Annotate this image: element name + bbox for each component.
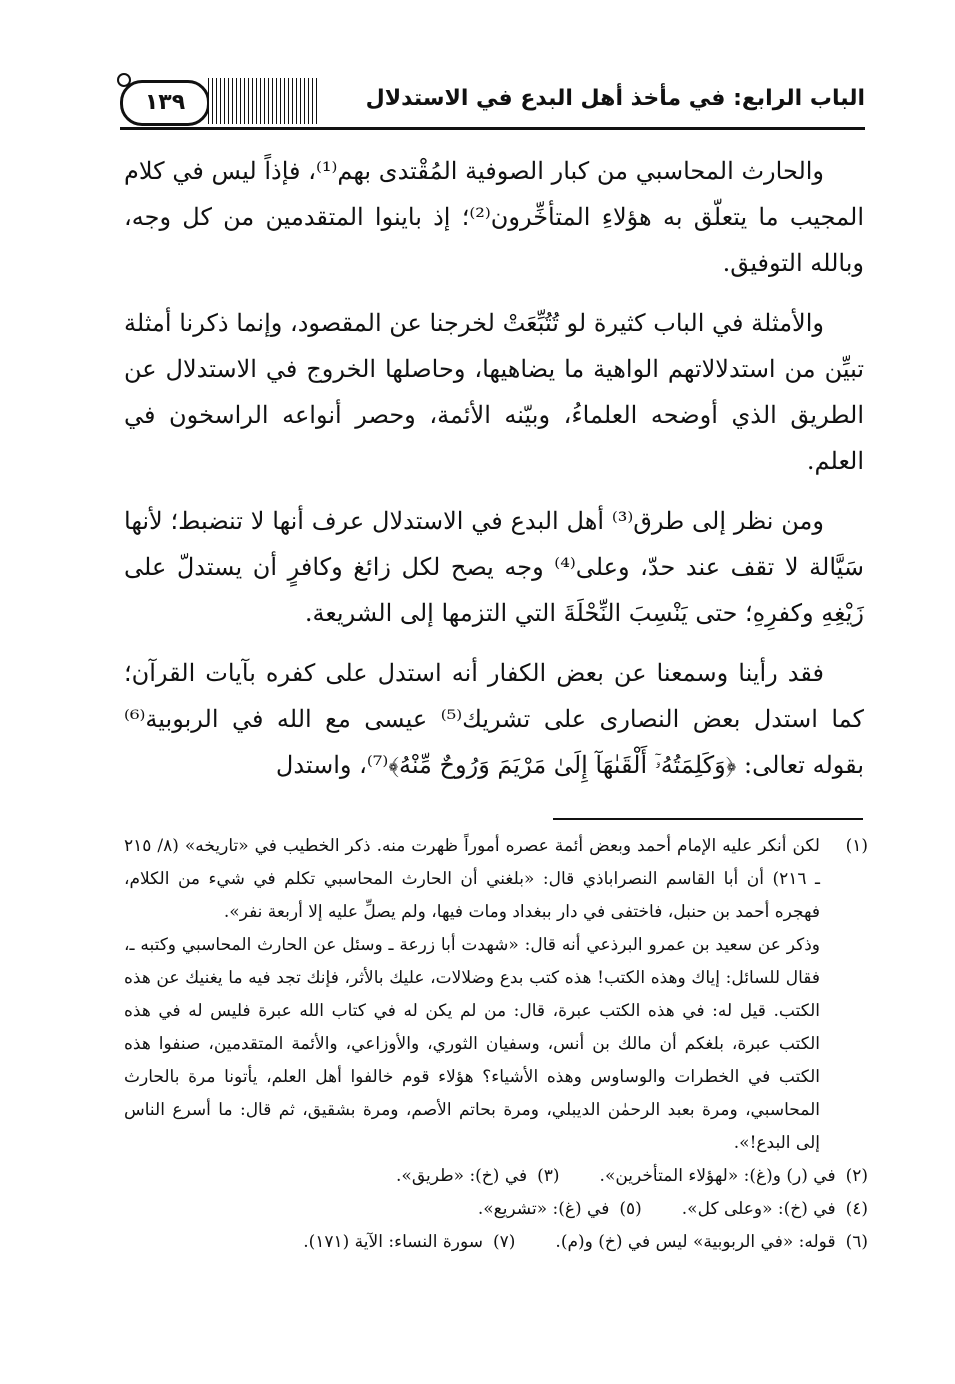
footnote-number: (٦)	[845, 1232, 868, 1252]
footnote-separator	[553, 818, 863, 820]
paragraph-3: ومن نظر إلى طرق⁽³⁾ أهل البدع في الاستدلال عرف أنها لا تنضبط؛ لأنها سَيَّالة لا تقف عند حدّ، وعلى⁽⁴⁾ وجه يصح لكل زائغ وكافرٍ أن يستدلّ على زَيْغِهِ وكفرِهِ؛ حتى يَنْسِبَ النِّحْلَةَ التي التزمها إلى الشريعة.	[124, 507, 864, 627]
footnote-number: (٧)	[493, 1232, 516, 1252]
paragraph-2: والأمثلة في الباب كثيرة لو تُتُبِّعَتْ لخرجنا عن المقصود، وإنما ذكرنا أمثلة تبيِّن من استدلالاتهم الواهية ما يضاهيها، وحاصلها الخروج في الاستدلال عن الطريق الذي أوضحه العلماءُ، وبيّنه الأئمة، وحصر أنواعه الراسخون في العلم.	[124, 309, 864, 475]
footnote-number: (٤)	[845, 1199, 868, 1219]
footnote-number: (٢)	[845, 1166, 868, 1186]
footnote-number: (٣)	[537, 1166, 560, 1186]
footnote-1-continuation: وذكر عن سعيد بن عمرو البرذعي أنه قال: «شهدت أبا زرعة ـ وسئل عن الحارث المحاسبي وكتبه ـ، فقال للسائل: إياك وهذه الكتب! هذه كتب بدع وضلالات، عليك بالأثر، فإنك تجد فيه ما يغنيك عن هذه الكتب. قيل له: في هذه الكتب عبرة، قال: من لم يكن له في كتاب الله عبرة فليس له في هذه الكتب عبرة، بلغكم أن مالك بن أنس، وسفيان الثوري، والأوزاعي، والأئمة المتقدمين، صنفوا هذه الكتب في الخطرات والوساوس وهذه الأشياء؟ هؤلاء قوم خالفوا أهل العلم، يأتونا مرة بالحارث المحاسبي، ومرة بعبد الرحمٰن الديبلي، ومرة بحاتم الأصم، ومرة بشقيق، ثم قال: ما أسرع الناس إلى البدع!».	[124, 935, 820, 1153]
page-number-badge	[120, 80, 210, 126]
footnote-text: في (ر) و(غ): «لهؤلاء المتأخرين».	[599, 1166, 836, 1186]
header-rule	[120, 127, 865, 130]
chapter-title: الباب الرابع: في مأخذ أهل البدع في الاستدلال	[365, 86, 865, 111]
paragraph-1: والحارث المحاسبي من كبار الصوفية المُقْتدى بهم⁽¹⁾، فإذاً ليس في كلام المجيب ما يتعلّق به هؤلاءِ المتأخِّرون⁽²⁾؛ إذ باينوا المتقدمين من كل وجه، وبالله التوفيق.	[124, 157, 864, 277]
page-number: ١٣٩	[144, 90, 186, 115]
footnote-7	[303, 1226, 515, 1259]
footnote-text: في (غ): «تشريع».	[477, 1199, 610, 1219]
paragraph-4: فقد رأينا وسمعنا عن بعض الكفار أنه استدل على كفره بآيات القرآن؛ كما استدل بعض النصارى على تشريك⁽⁵⁾ عيسى مع الله في الربوبية⁽⁶⁾ بقوله تعالى: ﴿وَكَلِمَتُهُۥٓ أَلْقَىٰهَآ إِلَىٰ مَرْيَمَ وَرُوحٌ مِّنْهُ﴾⁽⁷⁾، واستدل	[124, 659, 864, 779]
main-text	[124, 148, 864, 802]
footnote-1	[124, 830, 868, 929]
footnote-row	[124, 1160, 868, 1193]
footnote-text: قوله: «في الربوبية» ليس في (خ) و(م).	[555, 1232, 836, 1252]
footnote-text: سورة النساء: الآية (١٧١).	[303, 1232, 483, 1252]
header-ornament-stripes	[208, 78, 320, 124]
footnote-number: (١)	[845, 836, 868, 856]
footnote-text: في (خ): «وعلى كل».	[681, 1199, 836, 1219]
footnote-text: لكن أنكر عليه الإمام أحمد وبعض أئمة عصره أموراً ظهرت منه. ذكر الخطيب في «تاريخه» (٨/ ٢١٥ ـ ٢١٦) أن أبا القاسم النصراباذي قال: «بلغني أن الحارث المحاسبي تكلم في شيء من الكلام، فهجره أحمد بن حنبل، فاختفى في دار ببغداد ومات فيها، ولم يصلِّ عليه إلا أربعة نفر».	[124, 836, 821, 922]
running-header	[120, 78, 865, 130]
ornament-dot	[117, 73, 131, 87]
footnote-5	[478, 1193, 642, 1226]
footnote-4	[682, 1193, 868, 1226]
footnote-6	[555, 1226, 868, 1259]
footnote-number: (٥)	[619, 1199, 642, 1219]
footnote-row	[124, 1226, 868, 1259]
footnote-3	[396, 1160, 560, 1193]
footnote-2	[600, 1160, 868, 1193]
footnote-text: في (خ): «طريق».	[396, 1166, 528, 1186]
footnote-row	[124, 1193, 868, 1226]
footnotes	[124, 830, 868, 1259]
